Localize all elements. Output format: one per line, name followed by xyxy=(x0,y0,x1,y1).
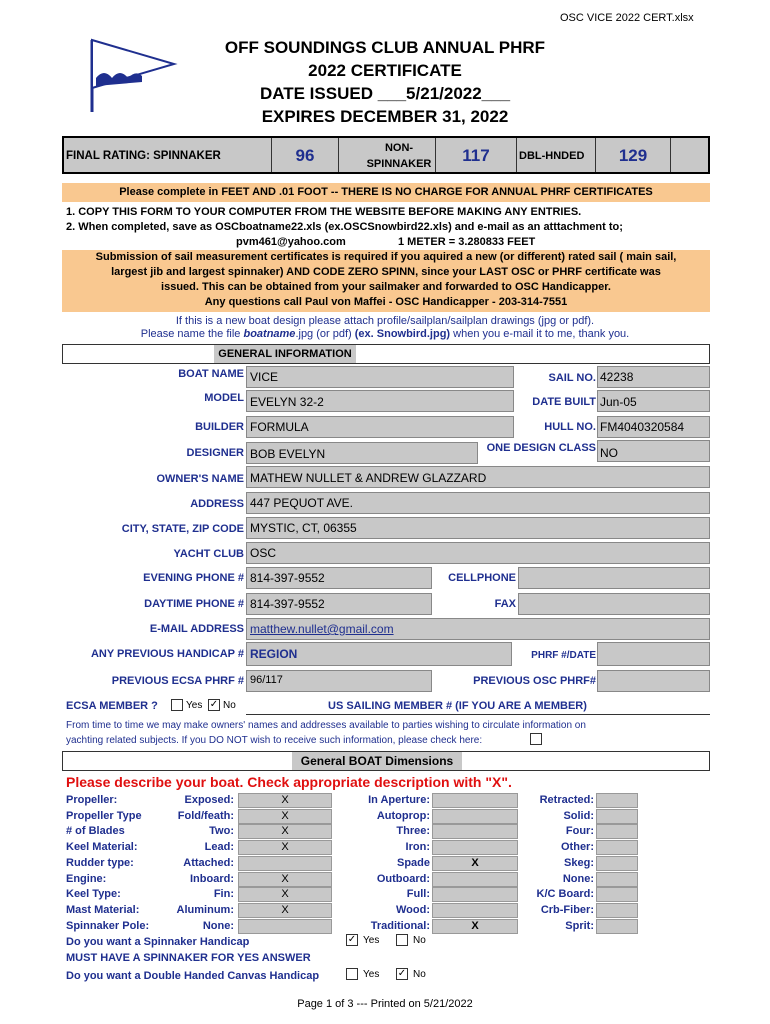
daytime-phone-field[interactable]: 814-397-9552 xyxy=(250,597,325,611)
dim-mark-box-2[interactable] xyxy=(432,809,518,824)
sail-no-field[interactable]: 42238 xyxy=(600,370,634,384)
dim-mark-box-2[interactable] xyxy=(432,840,518,855)
privacy-opt-out-checkbox[interactable] xyxy=(530,733,542,745)
builder-label: BUILDER xyxy=(195,421,244,433)
dim-option-3: Sprit: xyxy=(565,920,594,932)
privacy-note-1: From time to time we may make owners' names and addresses available to parties wishing to circulate information on xyxy=(66,720,586,731)
phrf-date-label: PHRF #/DATE xyxy=(531,650,596,661)
sail-no-label: SAIL NO. xyxy=(548,372,596,384)
dim-row-label: Keel Material: xyxy=(66,841,138,853)
spinnaker-yes-label: Yes xyxy=(363,935,380,946)
dim-mark-box-2[interactable] xyxy=(432,887,518,902)
non-spinnaker-rating-value: 117 xyxy=(462,146,490,165)
daytime-phone-label: DAYTIME PHONE # xyxy=(144,598,244,610)
submission-line-1: Submission of sail measurement certificates is required if you aquired a new (or different) rated sail ( main sail, xyxy=(95,251,677,263)
expiry-date: EXPIRES DECEMBER 31, 2022 xyxy=(261,107,509,126)
dim-option-2: Outboard: xyxy=(376,873,430,885)
address-field[interactable]: 447 PEQUOT AVE. xyxy=(250,496,353,510)
dim-option-3: K/C Board: xyxy=(536,888,594,900)
owner-name-field[interactable]: MATHEW NULLET & ANDREW GLAZZARD xyxy=(250,471,487,485)
designer-field[interactable]: BOB EVELYN xyxy=(250,447,326,461)
model-field[interactable]: EVELYN 32-2 xyxy=(250,395,324,409)
city-state-zip-label: CITY, STATE, ZIP CODE xyxy=(121,523,244,535)
dim-option-1: Fin: xyxy=(213,888,234,900)
dim-option-1: None: xyxy=(202,920,234,932)
non-spinnaker-label: NON- SPINNAKER xyxy=(366,142,432,170)
dim-option-2: Iron: xyxy=(405,841,430,853)
dim-mark-box-3[interactable] xyxy=(596,824,638,839)
dim-option-1: Inboard: xyxy=(190,873,234,885)
spinnaker-handicap-no-checkbox[interactable] xyxy=(396,934,408,946)
design-note-1: If this is a new boat design please attach profile/sailplan/sailplan drawings (jpg or pdf). xyxy=(175,315,595,327)
dim-mark-box-3[interactable] xyxy=(596,887,638,902)
dim-mark-1[interactable]: X xyxy=(281,841,289,853)
city-state-zip-field[interactable]: MYSTIC, CT, 06355 xyxy=(250,521,357,535)
previous-ecsa-label: PREVIOUS ECSA PHRF # xyxy=(111,675,244,687)
spinnaker-handicap-question: Do you want a Spinnaker Handicap xyxy=(66,936,250,948)
date-built-field[interactable]: Jun-05 xyxy=(600,395,637,409)
dim-mark-box-2[interactable] xyxy=(432,793,518,808)
ecsa-yes-label: Yes xyxy=(186,700,203,711)
ecsa-no-label: No xyxy=(223,700,236,711)
spinnaker-handicap-yes-checkbox[interactable]: ✓ xyxy=(347,934,357,945)
dim-mark-1[interactable]: X xyxy=(281,873,289,885)
double-handed-label: DBL-HNDED xyxy=(519,150,585,162)
hull-no-label: HULL NO. xyxy=(544,421,596,433)
dim-row-label: Propeller Type xyxy=(66,810,142,822)
double-handed-yes-checkbox[interactable] xyxy=(346,968,358,980)
previous-ecsa-field[interactable]: 96/117 xyxy=(250,674,283,686)
instruction-step-1: 1. COPY THIS FORM TO YOUR COMPUTER FROM THE WEBSITE BEFORE MAKING ANY ENTRIES. xyxy=(66,206,582,218)
dim-option-2: Wood: xyxy=(395,904,430,916)
evening-phone-label: EVENING PHONE # xyxy=(143,572,244,584)
boat-name-field[interactable]: VICE xyxy=(250,370,279,384)
date-built-label: DATE BUILT xyxy=(532,396,596,408)
dim-option-2: In Aperture: xyxy=(368,794,430,806)
dim-option-2: Full: xyxy=(406,888,430,900)
dim-mark-box-3[interactable] xyxy=(596,793,638,808)
dim-row-label: # of Blades xyxy=(66,825,125,837)
dim-mark-1[interactable]: X xyxy=(281,810,289,822)
general-info-title: GENERAL INFORMATION xyxy=(214,345,356,363)
dim-mark-box-3[interactable] xyxy=(596,919,638,934)
dim-option-3: Solid: xyxy=(563,810,594,822)
dim-mark-1[interactable]: X xyxy=(281,825,289,837)
dim-option-3: None: xyxy=(562,873,594,885)
spinnaker-required-note: MUST HAVE A SPINNAKER FOR YES ANSWER xyxy=(66,952,311,964)
dim-option-2: Spade xyxy=(396,857,430,869)
dim-mark-box-3[interactable] xyxy=(596,903,638,918)
dim-mark-box-3[interactable] xyxy=(596,809,638,824)
dim-option-1: Fold/feath: xyxy=(177,810,234,822)
dim-option-1: Aluminum: xyxy=(176,904,234,916)
page-title-line1: OFF SOUNDINGS CLUB ANNUAL PHRF xyxy=(224,38,546,57)
date-issued: DATE ISSUED ___5/21/2022___ xyxy=(259,84,511,103)
dim-option-1: Two: xyxy=(209,825,234,837)
dim-option-2: Traditional: xyxy=(370,920,430,932)
owner-name-label: OWNER'S NAME xyxy=(156,473,244,485)
spinnaker-rating-label: FINAL RATING: SPINNAKER xyxy=(66,150,221,162)
dim-option-3: Retracted: xyxy=(539,794,594,806)
boat-name-field-bg xyxy=(246,366,514,388)
builder-field[interactable]: FORMULA xyxy=(250,420,309,434)
double-handed-yes-label: Yes xyxy=(363,969,380,980)
ecsa-member-label: ECSA MEMBER ? xyxy=(66,700,158,712)
page-footer: Page 1 of 3 --- Printed on 5/21/2022 xyxy=(297,998,473,1010)
ecsa-no-checkbox[interactable]: ✓ xyxy=(209,699,219,710)
dim-mark-box-2[interactable] xyxy=(432,824,518,839)
address-label: ADDRESS xyxy=(190,498,244,510)
ratings-bar xyxy=(62,136,710,174)
dim-option-2: Three: xyxy=(396,825,430,837)
previous-handicap-label: ANY PREVIOUS HANDICAP # xyxy=(90,648,244,660)
dim-row-label: Propeller: xyxy=(66,794,118,806)
double-handed-question: Do you want a Double Handed Canvas Handicap xyxy=(66,970,320,982)
email-address-label: E-MAIL ADDRESS xyxy=(149,623,244,635)
boat-name-label: BOAT NAME xyxy=(178,368,244,380)
dim-mark-1[interactable]: X xyxy=(281,888,289,900)
handicapper-email[interactable]: pvm461@yahoo.com xyxy=(236,236,346,248)
design-note-2: Please name the file boatname.jpg (or pdf) (ex. Snowbird.jpg) when you e-mail it to me, thank you. xyxy=(140,328,630,340)
email-address-field[interactable]: matthew.nullet@gmail.com xyxy=(250,622,394,636)
submission-line-3: issued. This can be obtained from your sailmaker and forwarded to OSC Handicapper. xyxy=(161,281,611,293)
dimensions-instruction: Please describe your boat. Check appropriate description with "X". xyxy=(66,774,512,790)
file-name: OSC VICE 2022 CERT.xlsx xyxy=(560,12,694,24)
dim-mark-1[interactable]: X xyxy=(281,904,289,916)
dim-option-3: Four: xyxy=(565,825,594,837)
instructions-banner: Please complete in FEET AND .01 FOOT -- THERE IS NO CHARGE FOR ANNUAL PHRF CERTIFICATES xyxy=(62,183,710,202)
one-design-class-field[interactable]: NO xyxy=(600,446,618,460)
cellphone-label: CELLPHONE xyxy=(448,572,516,584)
privacy-note-2: yachting related subjects. If you DO NOT wish to receive such information, please check here: xyxy=(66,735,483,746)
dim-row-label: Rudder type: xyxy=(66,857,134,869)
dim-option-3: Skeg: xyxy=(564,857,594,869)
dim-option-2: Autoprop: xyxy=(376,810,430,822)
one-design-class-label: ONE DESIGN CLASS xyxy=(486,442,596,454)
submission-line-2: largest jib and largest spinnaker) AND CODE ZERO SPINN, since your LAST OSC or PHRF certificate was xyxy=(111,266,661,278)
dim-mark-box-1[interactable] xyxy=(238,856,332,871)
dim-option-3: Crb-Fiber: xyxy=(540,904,594,916)
spinnaker-no-label: No xyxy=(413,935,426,946)
double-handed-rating-value: 129 xyxy=(618,146,648,165)
ecsa-yes-checkbox[interactable] xyxy=(171,699,183,711)
designer-label: DESIGNER xyxy=(186,447,244,459)
dim-mark-box-1[interactable] xyxy=(238,919,332,934)
dim-mark-box-2[interactable] xyxy=(432,903,518,918)
evening-phone-field[interactable]: 814-397-9552 xyxy=(250,571,325,585)
dim-mark-2[interactable]: X xyxy=(471,920,479,932)
dim-row-label: Keel Type: xyxy=(66,888,121,900)
model-label: MODEL xyxy=(204,392,244,404)
dim-mark-box-2[interactable] xyxy=(432,872,518,887)
meter-conversion: 1 METER = 3.280833 FEET xyxy=(398,236,536,248)
dim-option-1: Lead: xyxy=(204,841,234,853)
page-title-line2: 2022 CERTIFICATE xyxy=(308,61,462,80)
dim-row-label: Spinnaker Pole: xyxy=(66,920,150,932)
spinnaker-rating-value: 96 xyxy=(295,146,315,165)
double-handed-no-checkbox[interactable]: ✓ xyxy=(397,968,407,979)
dim-option-1: Attached: xyxy=(183,857,234,869)
fax-label: FAX xyxy=(494,598,516,610)
yacht-club-field[interactable]: OSC xyxy=(250,546,277,560)
dimensions-title: General BOAT Dimensions xyxy=(292,752,462,770)
dim-mark-box-3[interactable] xyxy=(596,856,638,871)
dim-option-1: Exposed: xyxy=(184,794,234,806)
instruction-step-2: 2. When completed, save as OSCboatname22.xls (ex.OSCSnowbird22.xls) and e-mail as an atttachment to; xyxy=(66,221,623,233)
dim-mark-2[interactable]: X xyxy=(471,857,479,869)
dim-mark-1[interactable]: X xyxy=(281,794,289,806)
hull-no-field[interactable]: FM4040320584 xyxy=(600,420,685,434)
us-sailing-label: US SAILING MEMBER # (IF YOU ARE A MEMBER) xyxy=(328,700,587,712)
submission-line-4: Any questions call Paul von Maffei - OSC Handicapper - 203-314-7551 xyxy=(204,296,568,308)
dim-row-label: Mast Material: xyxy=(66,904,140,916)
dim-row-label: Engine: xyxy=(66,873,107,885)
previous-handicap-field[interactable]: REGION xyxy=(250,647,298,661)
dim-mark-box-3[interactable] xyxy=(596,872,638,887)
dim-option-3: Other: xyxy=(561,841,594,853)
yacht-club-label: YACHT CLUB xyxy=(173,548,244,560)
dim-mark-box-3[interactable] xyxy=(596,840,638,855)
previous-osc-label: PREVIOUS OSC PHRF# xyxy=(473,675,596,687)
double-handed-no-label: No xyxy=(413,969,426,980)
